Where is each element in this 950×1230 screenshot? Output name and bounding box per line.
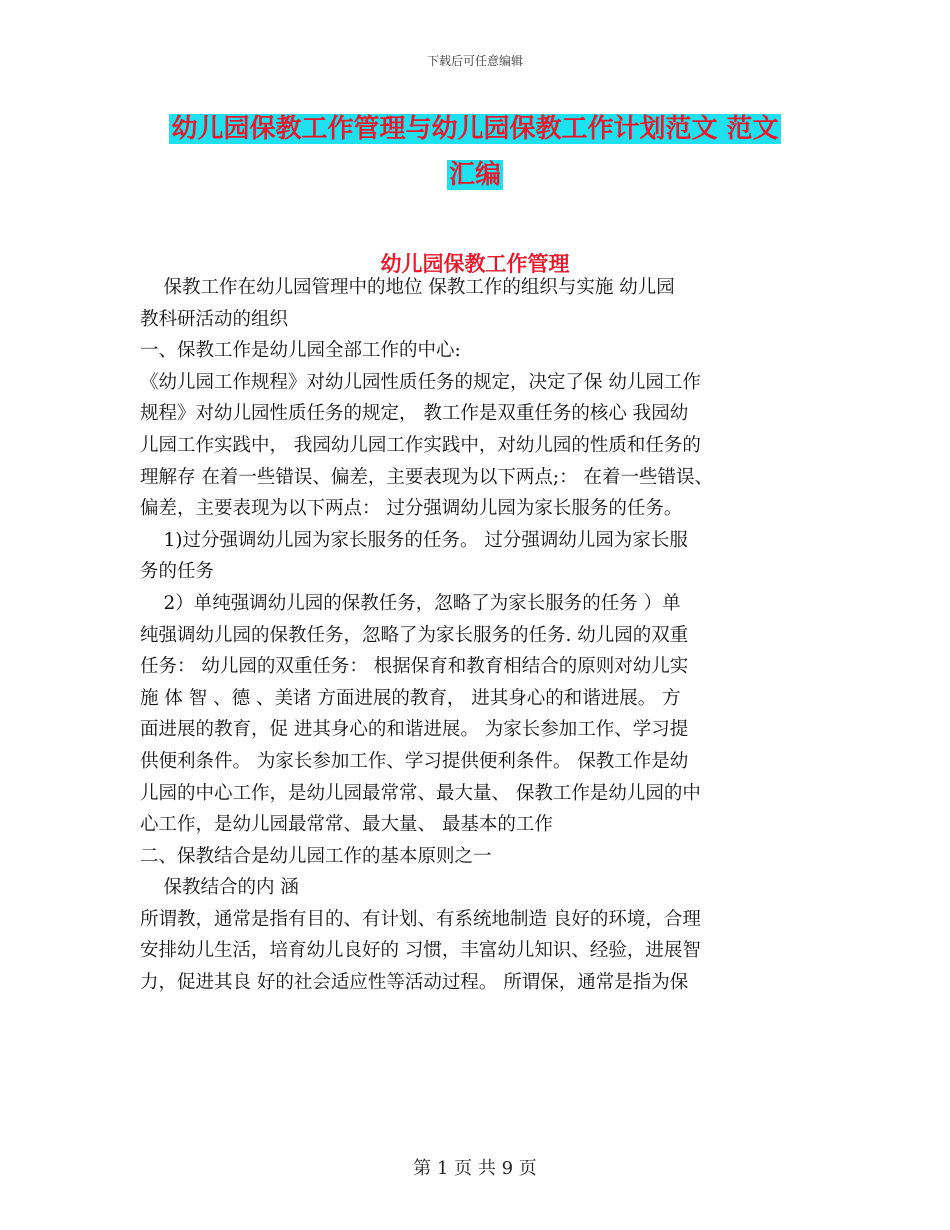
section-title: 幼儿园保教工作管理 — [380, 252, 570, 276]
body-line: 偏差，主要表现为以下两点： 过分强调幼儿园为家长服务的任务。 — [140, 498, 683, 520]
document-title-line-2: 汇编 — [448, 160, 501, 190]
body-line: 儿园的中心工作，是幼儿园最常常、最大量、 保教工作是幼儿园的中 — [140, 782, 701, 804]
body-line: 所谓教，通常是指有目的、有计划、有系统地制造 良好的环境，合理 — [140, 908, 701, 930]
body-line: 一、保教工作是幼儿园全部工作的中心: — [140, 340, 461, 362]
body-line: 安排幼儿生活，培育幼儿良好的 习惯，丰富幼儿知识、经验，进展智 — [140, 940, 701, 962]
body-line: 儿园工作实践中， 我园幼儿园工作实践中，对幼儿园的性质和任务的 — [140, 434, 701, 456]
body-line: 纯强调幼儿园的保教任务，忽略了为家长服务的任务. 幼儿园的双重 — [140, 624, 689, 646]
body-line: 2）单纯强调幼儿园的保教任务，忽略了为家长服务的任务 ）单 — [140, 592, 681, 614]
body-line: 1)过分强调幼儿园为家长服务的任务。 过分强调幼儿园为家长服 — [140, 529, 688, 551]
body-line: 心工作，是幼儿园最常常、最大量、 最基本的工作 — [140, 814, 553, 836]
body-line: 务的任务 — [140, 561, 215, 583]
body-line: 保教工作在幼儿园管理中的地位 保教工作的组织与实施 幼儿园 — [140, 277, 675, 298]
body-line: 理解存 在着一些错误、偏差，主要表现为以下两点;： 在着一些错误、 — [140, 466, 713, 488]
document-title-line-1: 幼儿园保教工作管理与幼儿园保教工作计划范文 范文 — [171, 114, 779, 144]
page-header-note: 下载后可任意编辑 — [426, 54, 523, 68]
page-number: 第 1 页 共 9 页 — [413, 1158, 537, 1179]
body-line: 《幼儿园工作规程》对幼儿园性质任务的规定，决定了保 幼儿园工作 — [140, 371, 701, 393]
body-line: 保教结合的内 涵 — [140, 877, 299, 899]
body-line: 规程》对幼儿园性质任务的规定， 教工作是双重任务的核心 我园幼 — [140, 403, 689, 425]
body-line: 任务： 幼儿园的双重任务： 根据保育和教育相结合的原则对幼儿实 — [140, 656, 689, 678]
body-line: 施 体 智 、德 、美诸 方面进展的教育， 进其身心的和谐进展。 方 — [140, 687, 681, 709]
body-text — [140, 272, 820, 999]
body-line: 力，促进其良 好的社会适应性等活动过程。 所谓保，通常是指为保 — [140, 972, 689, 994]
body-line: 面进展的教育，促 进其身心的和谐进展。 为家长参加工作、学习提 — [140, 719, 689, 741]
body-line: 二、保教结合是幼儿园工作的基本原则之一 — [140, 845, 492, 867]
body-line: 供便利条件。 为家长参加工作、学习提供便利条件。 保教工作是幼 — [140, 750, 689, 772]
body-line: 教科研活动的组织 — [140, 308, 289, 330]
document-title — [0, 106, 950, 198]
